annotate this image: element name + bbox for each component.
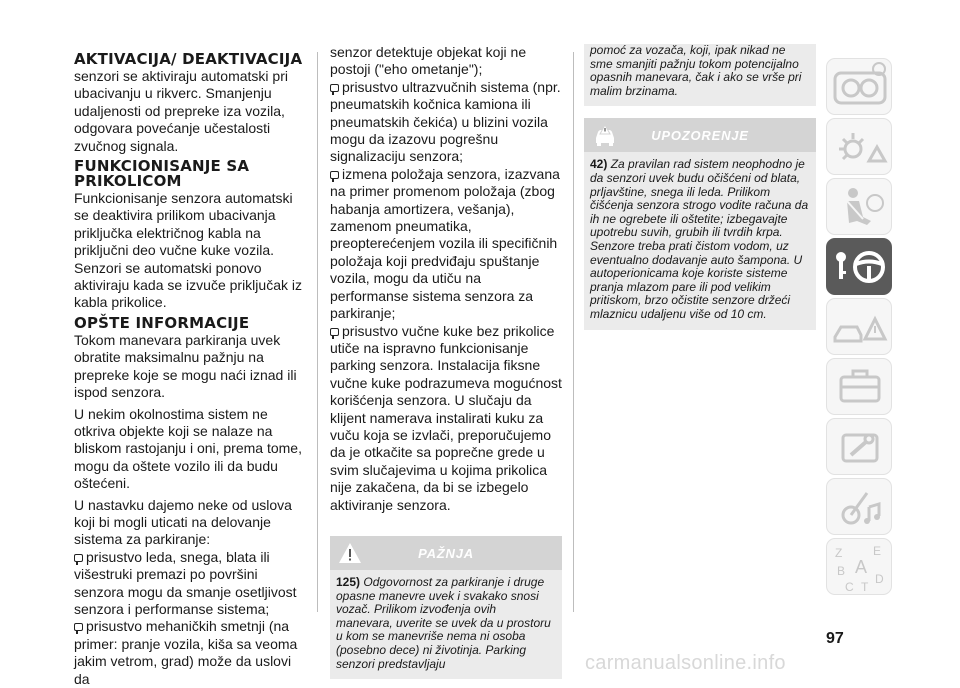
tab-emergency[interactable] <box>826 298 892 355</box>
warning-box-header <box>584 118 816 152</box>
bullet-icon <box>330 328 339 336</box>
road-hazard-icon <box>827 299 893 356</box>
bullet-item <box>74 549 306 619</box>
bullet-text: prisustvo mehaničkih smetnji (na primer: pranje vozila, kiša sa veoma jakim vetrom, grad) može da uslovi da <box>74 618 298 687</box>
bullet-icon <box>330 84 339 92</box>
heading-general-info: OPŠTE INFORMACIJE <box>74 313 250 332</box>
tab-warning-lights[interactable] <box>826 118 892 175</box>
warning-box <box>584 118 816 329</box>
heading-trailer: FUNKCIONISANJE SA PRIKOLICOM <box>74 157 250 191</box>
tab-safety[interactable] <box>826 178 892 235</box>
column-3 <box>584 44 816 330</box>
watermark-text: carmanualsonline.info <box>585 652 786 674</box>
dashboard-icon <box>827 59 893 116</box>
attention-text: Odgovornost za parkiranje i druge opasne manevre uvek i svakako snosi vozač. Prilikom izvođenja ovih manevara, uverite se uvek da u prostoru u kom se manevriše nema ni osoba (posebno dece) ni životinja. Parking senzori predstavljaju <box>336 574 551 671</box>
heading-activation: AKTIVACIJA/ DEAKTIVACIJA <box>74 50 303 68</box>
paragraph-general-3: U nastavku dajemo neke od uslova koji bi mogli uticati na delovanje sistema za parkiranje: <box>74 496 292 548</box>
bullet-item <box>74 618 306 688</box>
attention-box-body <box>330 570 562 679</box>
bullet-text: prisustvo leda, snega, blata ili višestruki premazi po površini senzora mogu da smanje osetljivost senzora i performanse sistema; <box>74 548 297 617</box>
bullet-item <box>330 323 562 514</box>
tab-starting-driving[interactable] <box>826 238 892 295</box>
svg-text:T: T <box>861 580 869 594</box>
warning-box-body <box>584 152 816 329</box>
paragraph-general-2: U nekim okolnostima sistem ne otkriva objekte koji se nalaze na bliskom rastojanju i oni, prema tome, mogu da oštete vozilo ili da budu oštećeni. <box>74 405 302 492</box>
svg-text:A: A <box>855 557 868 577</box>
column-1 <box>74 52 306 688</box>
svg-text:D: D <box>875 572 884 586</box>
tab-dashboard[interactable] <box>826 58 892 115</box>
paragraph-general-1: Tokom manevara parkiranja uvek obratite maksimalnu pažnju na prepreke koje se mogu naći iznad ili ispod senzora. <box>74 331 297 401</box>
attention-box <box>330 536 562 679</box>
attention-box-header <box>330 536 562 570</box>
attention-continued-text: pomoć za vozača, koji, ipak nikad ne sme smanjiti pažnju tokom potencijalno opasnih manevara, čak i ako se vrše pri malim brzinama. <box>590 43 802 98</box>
seatbelt-airbag-icon <box>827 179 893 236</box>
toolbox-icon <box>827 359 893 416</box>
warning-box-title: UPOZORENJE <box>651 128 749 144</box>
bullet-icon <box>74 623 83 631</box>
bullet-icon <box>74 554 83 562</box>
bullet-text: prisustvo ultrazvučnih sistema (npr. pneumatskih kočnica kamiona ili pneumatskih čekića) u blizini vozila mogu da izazovu pogrešnu signalizaciju senzora; <box>330 78 561 165</box>
bullet-icon <box>330 171 339 179</box>
tab-multimedia[interactable] <box>826 478 892 535</box>
paragraph-echo: senzor detektuje objekat koji ne postoji ("eho ometanje"); <box>330 44 527 78</box>
paragraph-activation: senzori se aktiviraju automatski pri ubacivanju u rikverc. Smanjenju udaljenosti od prepreke iza vozila, odgovara povećanje učestalosti zvučnog signala. <box>74 68 288 154</box>
service-wrench-icon <box>827 419 893 476</box>
bullet-text: prisustvo vučne kuke bez prikolice utiče na ispravno funkcionisanje parking senzora. Instalacija fiksne vučne kuke podrazumeva mogućnost korišćenja senzora. U slučaju da klijent namerava instalirati kuku za vuču koja se izvlači, preporučujemo da je otkačite sa poprečne grede u svim slučajevima u kojima prikolica nije zakačena, da bi se izbegelo aktiviranje senzora. <box>330 322 562 513</box>
tab-maintenance[interactable] <box>826 358 892 415</box>
chapter-sidebar <box>826 58 894 598</box>
note-number: 125) <box>336 574 361 589</box>
page-number: 97 <box>826 630 844 647</box>
paragraph-trailer: Funkcionisanje senzora automatski se deaktivira prilikom ubacivanja priključka električnog kabla na priključni deo vučne kuke vozila. Senzori se automatski ponovo aktiviraju kada se izvuče priključak iz kabla prikolice. <box>74 190 302 311</box>
column-divider <box>573 52 574 612</box>
svg-text:E: E <box>873 544 882 558</box>
bullet-text: izmena položaja senzora, izazvana na primer promenom položaja (zbog habanja amortizera, vešanja), zamenom pneumatika, preopterećenjem vozila ili specifičnih položaja koji predviđaju spuštanje vozila, mogu da utiču na performanse sistema senzora za parkiranje; <box>330 165 560 322</box>
steering-key-icon <box>827 239 893 296</box>
column-2 <box>330 44 562 679</box>
tab-technical-data[interactable] <box>826 418 892 475</box>
attention-box-continued <box>584 44 816 106</box>
index-alphabet-icon <box>827 539 893 596</box>
note-number: 42) <box>590 157 608 172</box>
warning-text: Za pravilan rad sistem neophodno je da senzori uvek budu očišćeni od blata, prljavštine, snega ili leda. Prilikom čišćenja senzora strogo vodite računa da ih ne ogrebete ili oštetite; izbegavajte upotrebu suvih, grubih ili tvrdih krpa. Senzore treba prati čistom vodom, uz eventualno dodavanje auto šampona. U autoperionicama koje koriste sisteme pranja mlazom pare ili pod velikim pritiskom, brzo očistite senzore držeći mlaznicu udaljenu više od 10 cm. <box>590 157 809 321</box>
bullet-item <box>330 166 562 323</box>
svg-text:B: B <box>837 564 846 578</box>
svg-text:Z: Z <box>835 546 843 560</box>
column-divider <box>317 52 318 612</box>
tab-index[interactable] <box>826 538 892 595</box>
bullet-item <box>330 79 562 166</box>
warning-lights-icon <box>827 119 893 176</box>
svg-text:C: C <box>845 580 854 594</box>
multimedia-icon <box>827 479 893 536</box>
attention-box-title: PAŽNJA <box>418 545 474 561</box>
